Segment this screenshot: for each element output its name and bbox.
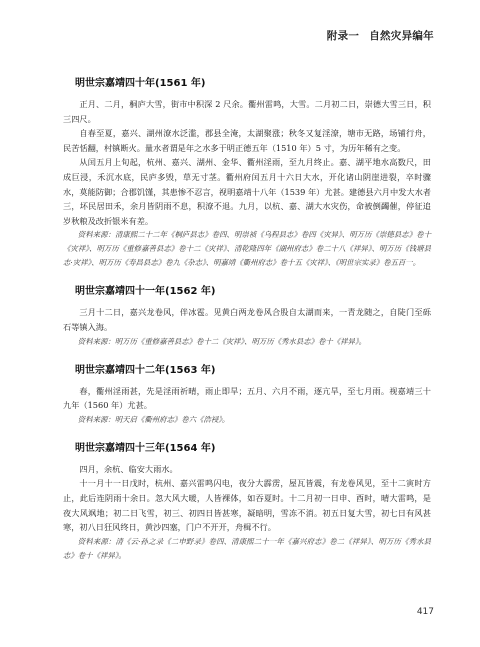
paragraph: 从闰五月上旬起，杭州、嘉兴、湖州、金华、衢州淫雨，至九月终止。嘉、湖平地水高数尺，田成巨浸，禾沉水底，民庐多毁，草无寸茎。衢州府闰五月十六日大水，开化诸山阴崖进裂，卒时骤水，莫能防御；合郡饥馑，其患惨不忍言，视明嘉靖十八年（1539 年）尤甚。建德县六月中发大水者三，坏民居田禾，余月皆阴雨不息，积潦不退。九月，以杭、嘉、湖大水灾伤，命被倒蠲催，停征追岁秋粮及改折银米有差。 [63,157,431,226]
source-citation: 资料来源：清《云·孙之录《二申野录》卷四、清康熙二十一年《嘉兴府志》卷二《祥异》、明万历《秀水县志》卷十《祥异》。 [63,536,431,560]
section-title: 明世宗嘉靖四十三年(1564 年) [75,442,216,454]
header-section-title: 自然灾异编年 [369,30,434,42]
page-number: 417 [416,607,434,617]
section-title: 明世宗嘉靖四十年(1561 年) [75,78,206,89]
source-citation: 资料来源：清康熙二十二年《桐庐县志》卷四、明崇祯《乌程县志》卷四《灾异》、明万历《崇德县志》卷十《灾祥》、明万历《重修嘉善县志》卷十二《灾祥》、清乾隆四年《湖州府志》卷二十八《祥异》、明万历《钱塘县志·灾祥》、明万历《寿昌县志》卷九《杂志》、明嘉靖《衢州府志》卷十五《灾祥》、《明世宗实录》卷五百一。 [63,230,431,268]
section-1563 [63,361,431,427]
section-1561 [63,74,431,270]
source-citation: 资料来源：明万历《重修嘉善县志》卷十二《灾祥》、明万历《秀水县志》卷十《祥异》。 [77,336,367,346]
section-1562 [63,282,431,348]
paragraph: 十一月十一日戊时，杭州、嘉兴雷鸣闪电，夜分大霹雳，屋瓦皆震，有龙卷风见，至十二寅时方止，此后连阴雨十余日。忽大风大暖，人皆裸体，如吞夏时。十二月初一日申、酉时，晴大雷鸣，是夜大风飒地；初二日飞雪，初三、初四日皆甚寒，凝暗明，雪冻不消。初五日复大雪，初七日有风甚寒，初八日狂风终日，黄沙四塞，门户不开开，舟楫不行。 [63,478,431,533]
paragraph: 正月、二月，桐庐大雪，街市中积深 2 尺余。衢州雷鸣，大雪。二月初二日，崇德大雪三日，积三四尺。 [63,99,431,124]
section-title: 明世宗嘉靖四十二年(1563 年) [75,364,216,376]
page-content [63,74,431,575]
section-title: 明世宗嘉靖四十一年(1562 年) [75,286,216,298]
paragraph: 自春至夏，嘉兴、湖州潦水泛滥，郡县全淹，太湖聚涨；秋冬又复淫潦，塘市无路，场铺行舟，民苦恬翻，村镇断火。量水者谓是年之水多于明正德五年（1510 年）5 寸，为历年稀有之变。 [63,128,431,153]
paragraph: 四月，余杭、临安大雨水。 [79,463,178,474]
header-appendix: 附录一 [326,30,360,42]
running-header [327,28,434,43]
paragraph: 三月十二日，嘉兴龙卷风，伴冰雹。见黄白两龙卷风合股自太湖而来，一青龙随之，自陡门至砾石等镇入海。 [63,307,431,332]
paragraph: 春，衢州淫雨甚，先是淫雨祈晴，雨止即旱；五月、六月不雨，逐亢旱，至七月雨。视嘉靖三十九年（1560 年）尤甚。 [63,385,431,411]
section-1564 [63,439,431,563]
source-citation: 资料来源：明天启《衢州府志》卷六《浩祲》。 [77,414,230,424]
